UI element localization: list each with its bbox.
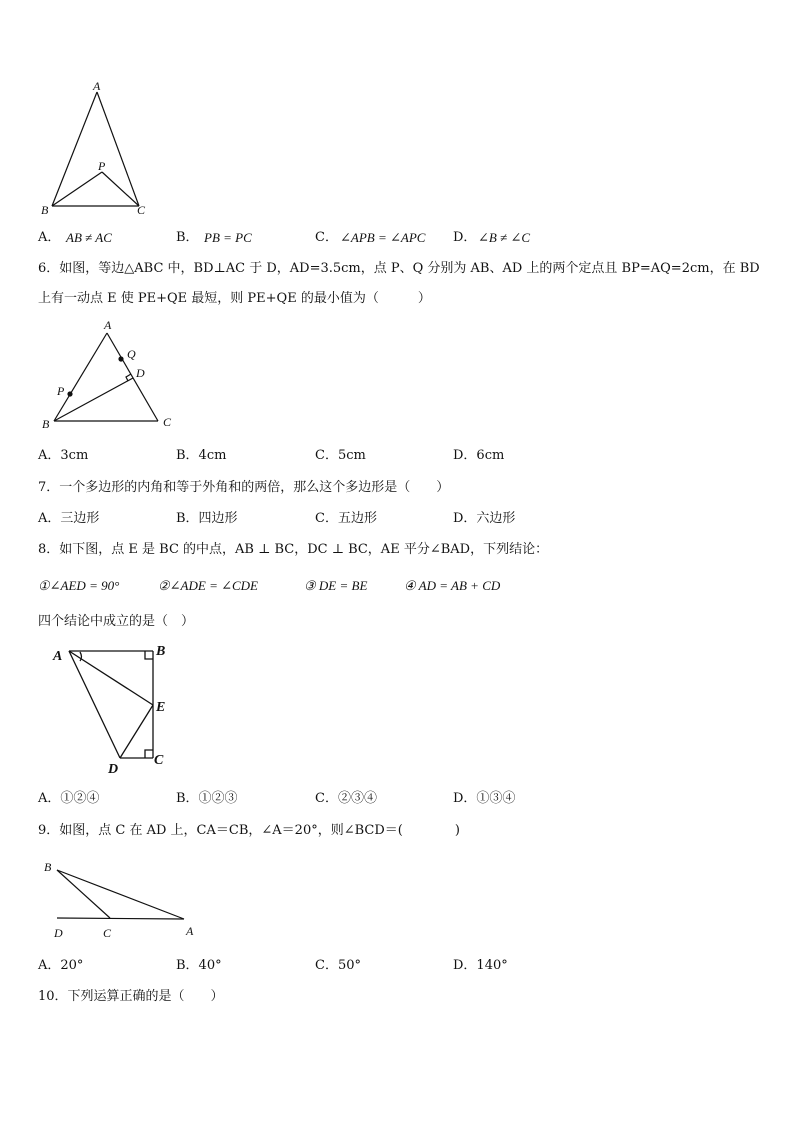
fig8-label-a: A [53, 649, 63, 664]
q6-stem-line1: 6．如图，等边△ABC 中，BD⊥AC 于 D，AD=3.5cm，点 P、Q 分别为 AB、AD 上的两个定点且 BP=AQ=2cm，在 BD [38, 261, 760, 276]
q8-conclusion-1: ①∠AED = 90° [38, 578, 120, 593]
fig8-label-c: C [154, 753, 164, 768]
fig9-edge-ba [57, 870, 184, 919]
q6-option-d: D．6cm [453, 448, 505, 463]
fig9-edge-bc [57, 870, 110, 918]
q9-option-b: B．40° [176, 958, 222, 973]
fig6-label-b: B [42, 417, 50, 431]
q5-option-d-letter: D． [453, 230, 477, 245]
q7-stem: 7．一个多边形的内角和等于外角和的两倍，那么这个多边形是（ ） [38, 480, 450, 495]
q7-option-c: C．五边形 [315, 511, 377, 526]
q6-option-c: C．5cm [315, 448, 366, 463]
q8-option-a: A．①②④ [38, 791, 100, 806]
fig6-label-c: C [163, 415, 172, 429]
fig9-edge-da [57, 918, 184, 919]
fig9-label-c: C [103, 926, 112, 940]
q5-option-c-text: ∠APB = ∠APC [340, 230, 426, 245]
fig9-label-a: A [186, 924, 194, 938]
fig9-label-b: B [44, 860, 52, 874]
fig8-label-d: D [108, 762, 119, 777]
fig6-label-p: P [57, 384, 65, 398]
q8-question: 四个结论中成立的是（ ） [38, 614, 195, 629]
fig8-label-e: E [156, 700, 166, 715]
q7-option-d: D．六边形 [453, 511, 516, 526]
fig5-label-c: C [137, 203, 146, 217]
fig8-label-b: B [156, 644, 166, 659]
q5-option-b-letter: B． [176, 230, 199, 245]
q5-option-a-text: AB ≠ AC [66, 230, 112, 245]
q8-conclusion-2: ②∠ADE = ∠CDE [158, 578, 258, 593]
q9-option-c: C．50° [315, 958, 361, 973]
q6-stem-line2: 上有一动点 E 使 PE+QE 最短，则 PE+QE 的最小值为（ ） [38, 291, 431, 306]
fig5-label-p: P [98, 159, 106, 173]
q8-conclusion-3: ③ DE = BE [304, 578, 368, 593]
fig6-label-d: D [136, 366, 145, 380]
fig5-label-a: A [93, 79, 101, 93]
q7-option-a: A．三边形 [38, 511, 100, 526]
q8-stem: 8．如下图，点 E 是 BC 的中点，AB ⊥ BC，DC ⊥ BC，AE 平分∠BAD，下列结论： [38, 542, 549, 557]
q10-stem: 10．下列运算正确的是（ ） [38, 989, 224, 1004]
fig9-label-d: D [54, 926, 63, 940]
q5-option-c-letter: C． [315, 230, 338, 245]
q5-option-d-text: ∠B ≠ ∠C [478, 230, 531, 245]
q9-option-a: A．20° [38, 958, 84, 973]
q9-stem: 9．如图，点 C 在 AD 上，CA＝CB，∠A＝20°，则∠BCD＝( ) [38, 823, 460, 838]
q5-option-a-letter: A． [38, 230, 61, 245]
q6-option-a: A．3cm [38, 448, 89, 463]
q8-conclusion-4: ④ AD = AB + CD [404, 578, 501, 593]
q8-option-c: C．②③④ [315, 791, 377, 806]
q7-option-b: B．四边形 [176, 511, 238, 526]
fig6-label-q: Q [127, 347, 136, 361]
q5-option-b-text: PB = PC [204, 230, 252, 245]
q8-option-d: D．①③④ [453, 791, 516, 806]
fig5-label-b: B [41, 203, 49, 217]
q8-option-b: B．①②③ [176, 791, 238, 806]
fig6-label-a: A [104, 318, 112, 332]
q6-option-b: B．4cm [176, 448, 227, 463]
q9-option-d: D．140° [453, 958, 508, 973]
